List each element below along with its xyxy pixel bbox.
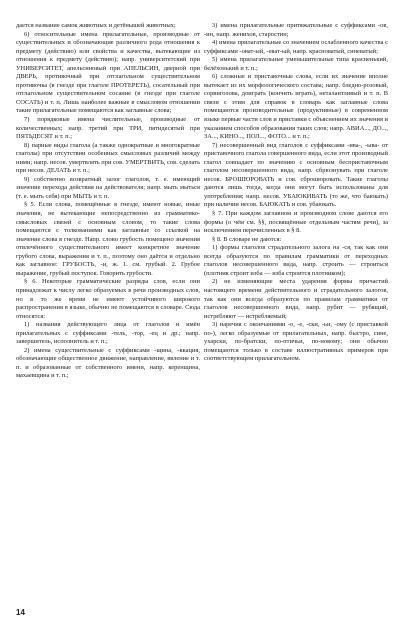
paragraph: 4) имена прилагательные со значением ослабленного качества с суффиксами -оват-ый, -еват-ый, напр. красноватый, синеватый;	[204, 39, 388, 55]
paragraph: § 5. Если слова, помещённые в гнезде, имеют новые, иные значения, не вытекающие непосредственно из грамматико-смысловых связей с основным словом, то такие слова помещаются с толкованиями как заглавные со ссылкой на значение слова в гнезде. Напр. слово грубость помещено значения отвлечённого существительного имеет конкретное значение грубого слова, выражения и т. п., поэтому оно даётся и отдельно как заглавное: ГРУБОСТЬ, -и, ж. 1. см. грубый. 2. Грубое выражение, грубый поступок. Говорить грубости.	[16, 201, 200, 277]
right-column	[204, 22, 388, 364]
paragraph: 7) несовершенный вид глаголов с суффиксами -ива-, -ыва- от приставочного глагола совершенного вида, если этот производный глагол совпадает по значению с основным бесприставочным глаголом несовершенного вида, напр. сбрюзнувать при глаголе несов. БРОШЮРОВАТЬ и сов. сброшюровать. Такие глаголы даются лишь тогда, когда они могут быть использованы для употребления; напр. несов. УБАЮКИВАТЬ (то же, что баюкать) при наличии несов. БАЮКАТЬ и сов. убаюкать.	[204, 141, 388, 209]
page-number: 14	[16, 608, 25, 617]
paragraph: 1) формы глаголов страдательного залога на -ся, так как они всегда образуются по правилам грамматики от переходных глаголов несовершенного вида, напр. строить — строиться (плотник строит изба — изба строится плотником);	[204, 244, 388, 277]
paragraph: 9) собственно возвратный залог глаголов, т. е. имеющий значение перехода действия на действователя; напр. мыть мыться (т. е. мыть себя) при МЫТЬ и т. п.	[16, 175, 200, 200]
paragraph: 5) имена прилагательные уменьшительные типа красненький, белёхонький и т. п.;	[204, 56, 388, 72]
paragraph: 3) наречия с окончаниями -о, -е, -ски, -ьи, -ому (с приставкой по-), легко образуемые от прилагательных, напр. быстро, сине, ухарски, по-братски, по-птичьи, по-новому; они обычно помещаются только в составе иллюстративных примеров при соответствующем прилагательном.	[204, 321, 388, 363]
paragraph: § 6. Некоторые грамматические разряды слов, если они принадлежат к числу легко образуемых в речи производных слов, но в то же время не имеют устойчивого широкого распространения в языке, обычно не помещаются в словаре. Сюда относятся:	[16, 278, 200, 320]
left-column	[16, 22, 200, 381]
paragraph: дается название самок животных и детёнышей животных;	[16, 22, 176, 29]
paragraph: § 8. В словаре не даются:	[212, 235, 282, 243]
paragraph: 6) сложные и приставочные слова, если их значение вполне вытекает из их морфологического состава; напр. бледно-розовый, сорвиголова, доиграть (кончить играть), неталантливый и т. п. В связи с этим для справок в словарь как заглавные слова помещаются производительные (продуктивные) в современном языке первые части слов и приставки с объяснением их значения и указанием способов образования таких слов; напр. АВИА..., ДО..., ЗА..., КИНО..., ПОЛ..., ФОТО... и т. п.;	[204, 73, 388, 141]
paragraph: 1) названия действующего лица от глаголов и имён прилагательных с суффиксами -тель, -тор, -ец и др.; напр. завершитель, исполнитель и т. п.;	[16, 321, 200, 346]
paragraph: 6) относительные имена прилагательные, производные от существительных и обозначающие различного рода отношения к предмету (действию) или свойства и качества, вытекающие из отношения к предмету (действию); напр. университетский при УНИВЕРСИТЕТ, апельсиновый при АПЕЛЬСИН, дверной при ДВЕРЬ, противочный при отглагольном существительном противочка (в гнезде при глаголе ПРОТЕРЕТЬ), сосательный при отглагольном существительном сосание (в гнезде при глаголе СОСАТЬ) и т. п. Лишь наиболее важные в смысловом отношении такие прилагательные помещаются как заглавные слова;	[16, 30, 200, 115]
paragraph: 7) порядковые имена числительные, производные от количественных; напр. третий при ТРИ, пятидесятый при ПЯТЬДЕСЯТ и т. п.;	[16, 116, 200, 141]
paragraph: § 7. При каждом заглавном и производном слове даются его формы (о чём см. §§, посвящённые отдельным частям речи), за исключением перечисленных в § 8.	[204, 210, 388, 235]
paragraph: 2) не изменяющие места ударения формы причастий настоящего времени действительного и страдательного залогов, так как они всегда образуются по правилам грамматики от глаголов несовершенного вида, напр. рубит — рубящий, истребляют — истребляемый;	[204, 278, 388, 320]
paragraph: 2) имена существительные с суффиксами -щина, -ккация, обозначающие общественное движение, направление, явление и т. п. и образованные от собственного имени, напр. керенщина, махаевщина и т. п.;	[16, 346, 200, 380]
paragraph: 8) парные виды глагола (а также однократные и многократные глаголы) при отсутствии особенных смысловых различий между ними; напр. несов. умертвлять при сов. УМЕРТВИТЬ, сов. сделать при несов. ДЕЛАТЬ и т. п.;	[16, 141, 200, 175]
paragraph: 3) имена прилагательные притяжательные с суффиксами -ов, -ин, напр. женихов, старостин;	[204, 22, 388, 38]
